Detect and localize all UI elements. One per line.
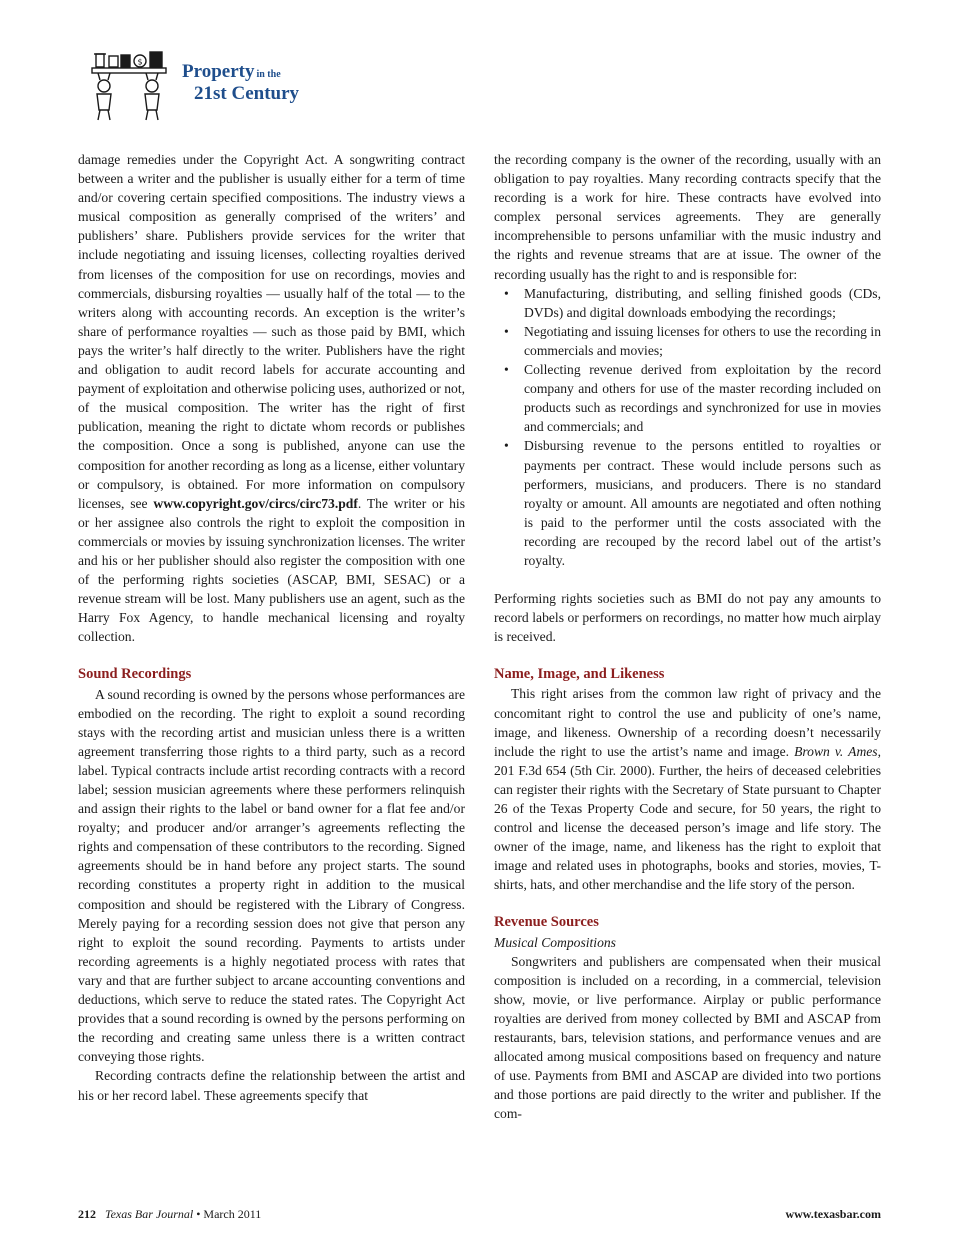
case-citation: Brown v. Ames — [794, 743, 878, 759]
subheading-musical-compositions: Musical Compositions — [494, 934, 616, 950]
heading-revenue-sources: Revenue Sources — [494, 914, 599, 931]
paragraph: This right arises from the common law right of privacy and the concomitant right to control the use and publicity of one’s name, image, and likeness. Ownership of a recording doesn’t necessarily include the right to use the artist’s name and image. Brown v. Ames, 201 F.3d 654 (5th Cir. 2000). Further, the heirs of deceased celebrities can register their rights with the Secretary of State pursuant to Chapter 26 of the Texas Property Code and secure, for 50 years, the right to control and license the deceased person’s image and life story. The owner of the image, name, and likeness has the right to exploit that image and related uses in photographs, books and stories, movies, T-shirts, hats, and other merchandise and the life story of the person. — [494, 686, 881, 893]
right-column — [494, 150, 881, 1124]
paragraph: Performing rights societies such as BMI do not pay any amounts to record labels or performers on recordings, no matter how much airplay is received. — [494, 591, 881, 645]
footer-url[interactable]: www.texasbar.com — [785, 1207, 881, 1221]
title-line2: 21st Century — [194, 83, 300, 104]
list-item: • Collecting revenue derived from exploitation by the record company and others for use of the master recording included on products such as recordings and synchronized for use in movies and commercials; and — [524, 360, 881, 436]
heading-name-image-likeness: Name, Image, and Likeness — [494, 666, 665, 683]
page-footer — [78, 1207, 881, 1222]
paragraph: the recording company is the owner of the recording, usually with an obligation to pay royalties. Many recording contracts specify that the recording is a work for hire. These contracts have evolved into complex personal services agreements. They are generally incomprehensible to persons unfamiliar with the music industry and the rights and revenue streams that are at issue. The owner of the recording usually has the right to and is responsible for: — [494, 152, 881, 282]
left-column — [78, 150, 465, 1105]
page-number: 212 — [78, 1207, 96, 1221]
title-small: in the — [256, 69, 281, 80]
list-item: • Manufacturing, distributing, and selling finished goods (CDs, DVDs) and digital downloads embodying the recordings; — [524, 284, 881, 322]
list-item: • Disbursing revenue to the persons entitled to royalties or payments per contract. These would include persons such as performers, musicians, and producers. There is no standard royalty or amount. All amounts are negotiated and often nothing is paid to the performer until the costs associated with the recording are recouped by the record label out of the artist’s royalty. — [524, 436, 881, 570]
journal-name: Texas Bar Journal — [105, 1207, 194, 1221]
property-logo — [78, 40, 178, 122]
paragraph: Songwriters and publishers are compensated when their musical composition is included on a recording, in a commercial, television show, movie, or live performance. Airplay or public performance royalties are derived from money collected by BMI and ASCAP from restaurants, bars, television stations, and performance venues and are allocated among musical compositions based on frequency and nature of use. Payments from BMI and ASCAP are divided into two portions and those portions are paid directly to the writer and publisher. If the com- — [494, 953, 881, 1122]
title-line1: Property — [182, 61, 255, 82]
responsibility-list — [494, 284, 881, 570]
copyright-link[interactable]: www.copyright.gov/circs/circ73.pdf — [153, 495, 358, 511]
heading-sound-recordings: Sound Recordings — [78, 666, 192, 683]
issue-date: • March 2011 — [196, 1207, 262, 1221]
list-item: • Negotiating and issuing licenses for others to use the recording in commercials and movies; — [524, 322, 881, 360]
paragraph: damage remedies under the Copyright Act. A songwriting contract between a writer and the publisher is usually either for a term of time and/or covering certain specified compositions. The industry views a musical composition as generally comprised of the writers’ and publishers’ share. Publishers provide services for the writer that include negotiating and issuing licenses, collecting royalties derived from licenses of the composition for use on recordings, movies and commercials, disbursing royalties — usually half of the total — to the writers along with accounting records. An exception is the writer’s share of performance royalties — such as those paid by BMI, which pays the writer’s half directly to the writer. Publishers have the right and obligation to audit record labels for accurate accounting and payment of exploitation and otherwise policing uses, authorized or not, of the musical composition. The writer has the right of first publication, meaning the right to dictate whom records or publishes the composition. Once a song is published, anyone can use the composition for another recording as long as a license, either voluntary or compulsory, is obtained. For more information on compulsory licenses, see www.copyright.gov/circs/circ73.pdf. The writer or his or her assignee also controls the right to exploit the composition in commercials or movies by issuing synchronization licenses. The writer and his or her publisher should also register the composition with one of the performing rights societies (ASCAP, BMI, SESAC) or a revenue stream will be lost. Many publishers use an agent, such as the Harry Fox Agency, to handle mechanical licensing and royalty collection. — [78, 152, 465, 645]
paragraph: A sound recording is owned by the persons whose performances are embodied on the recording. The right to exploit a sound recording stays with the recording artist and musician unless there is a written agreement transferring those rights to a third party, such as a record label. Typical contracts include artist recording contracts with a record label; session musician agreements where these performers relinquish and assign their rights to the label or band owner for a flat fee and/or royalty; and producer and/or arranger’s agreements reflecting the rights and compensation of these contributors to the recording. Signed agreements should be in hand before any project starts. The sound recording constitutes a property right in addition to the musical composition and should be registered with the Library of Congress. Merely paying for a recording session does not give that person any right to exploit the sound recording. Payments to artists under recording agreements is a highly negotiated process with rates that vary and that are further subject to arcane accounting conventions and deductions, which serve to reduce the stated rates. The Copyright Act provides that a sound recording is owned by the persons performing on the recording and creating same unless there is a written contract conveying those rights. — [78, 686, 465, 1065]
paragraph: Recording contracts define the relationship between the artist and his or her record label. These agreements specify that — [78, 1068, 465, 1103]
section-title — [182, 62, 299, 103]
svg-text:$: $ — [137, 57, 143, 67]
